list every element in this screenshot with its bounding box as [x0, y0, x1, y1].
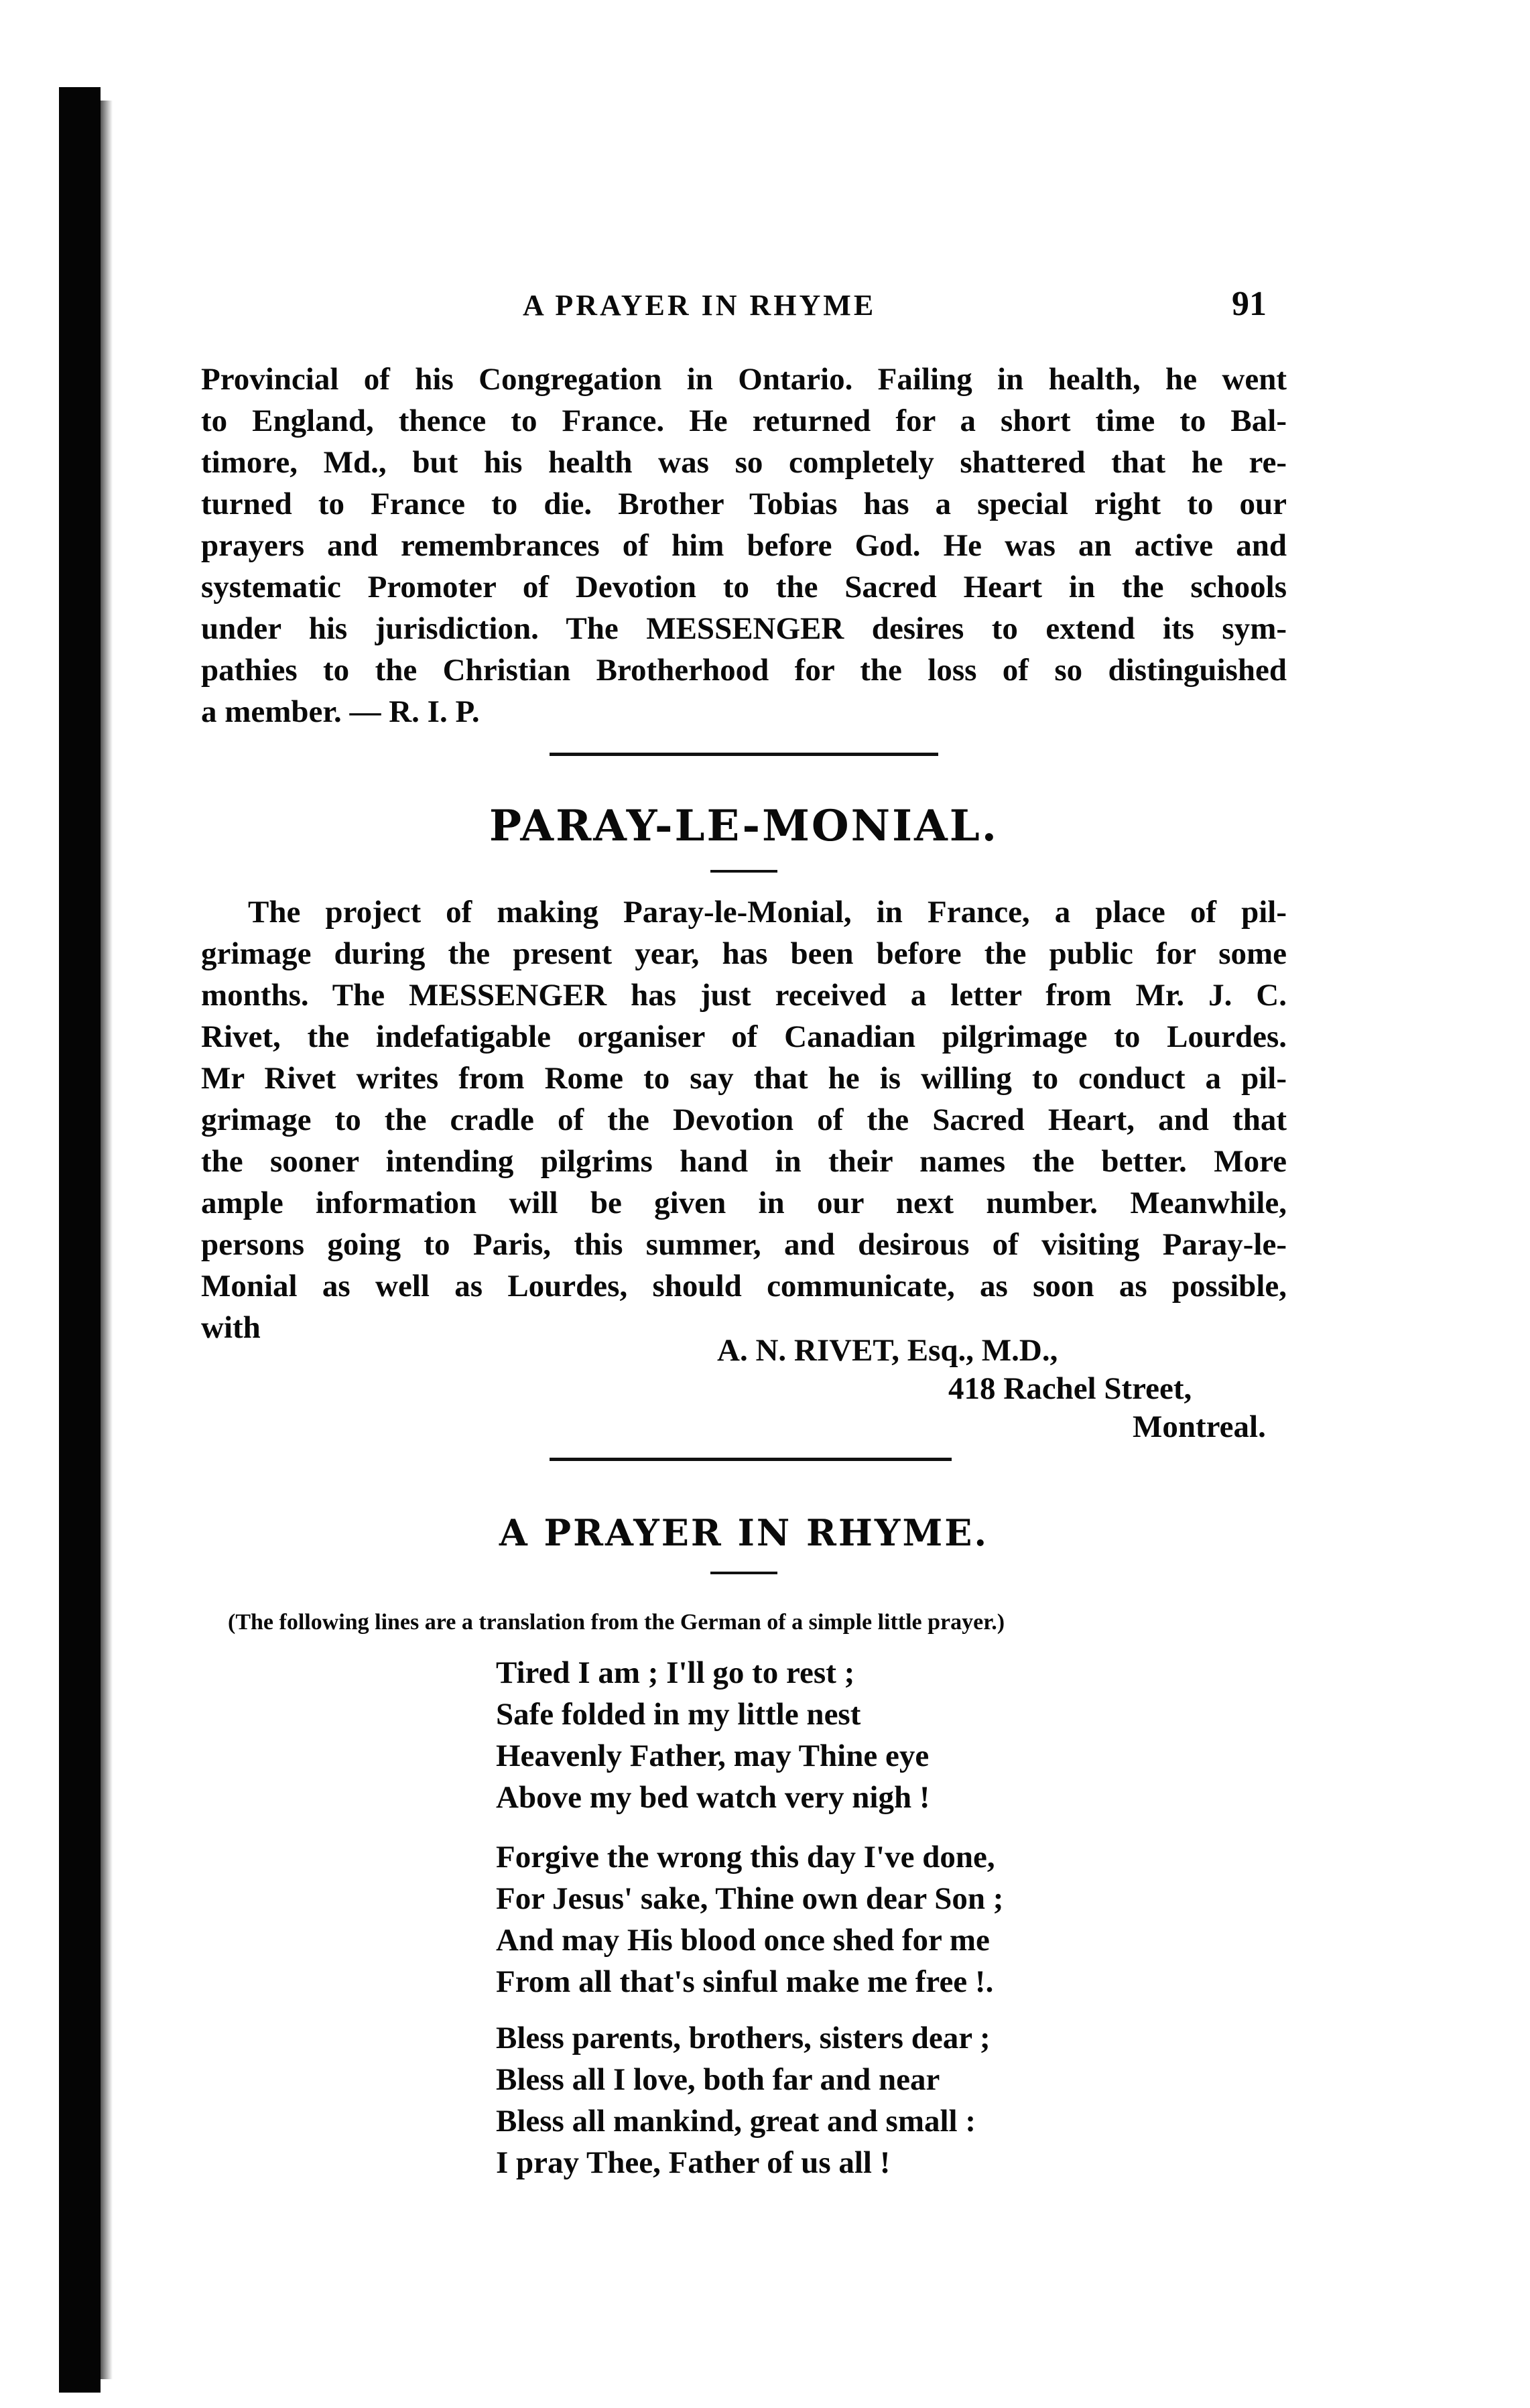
paragraph-line: prayers and remembrances of him before God. He was an active and [201, 528, 1287, 563]
paragraph-line: ample information will be given in our next number. Meanwhile, [201, 1186, 1287, 1220]
paragraph-line: to England, thence to France. He returned for a short time to Bal- [201, 403, 1287, 438]
obituary-paragraph [201, 359, 1287, 733]
section-title-prayer: A PRAYER IN RHYME. [499, 1511, 989, 1554]
paragraph-line: the sooner intending pilgrims hand in their names the better. More [201, 1144, 1287, 1179]
poem-line: From all that's sinful make me free !. [496, 1964, 994, 1999]
page-spine-edge [101, 101, 113, 2379]
poem-line: Above my bed watch very nigh ! [496, 1780, 930, 1815]
paragraph-line: months. The MESSENGER has just received a letter from Mr. J. C. [201, 978, 1287, 1013]
address-name: A. N. RIVET, Esq., M.D., [717, 1333, 1058, 1368]
section-divider [550, 753, 938, 756]
poem-stanza [496, 1652, 930, 1818]
section-divider [550, 1458, 952, 1461]
paragraph-line: pathies to the Christian Brotherhood for the loss of so distinguished [201, 653, 1287, 688]
poem-line: Safe folded in my little nest [496, 1697, 861, 1732]
paragraph-line: a member. — R. I. P. [201, 694, 480, 729]
paray-paragraph [201, 891, 1287, 1348]
poem-line: And may His blood once shed for me [496, 1923, 990, 1958]
address-street: 418 Rachel Street, [948, 1371, 1192, 1406]
paragraph-line: turned to France to die. Brother Tobias has a special right to our [201, 487, 1287, 521]
title-underline [710, 870, 777, 873]
address-city: Montreal. [1133, 1409, 1266, 1444]
poem-line: Bless parents, brothers, sisters dear ; [496, 2021, 991, 2055]
paragraph-line: Provincial of his Congregation in Ontario. Failing in health, he went [201, 362, 1287, 397]
paragraph-line: systematic Promoter of Devotion to the Sacred Heart in the schools [201, 570, 1287, 605]
poem-line: Heavenly Father, may Thine eye [496, 1738, 930, 1773]
page-number: 91 [1232, 285, 1267, 323]
paragraph-line: under his jurisdiction. The MESSENGER desires to extend its sym- [201, 611, 1287, 646]
paragraph-line: Rivet, the indefatigable organiser of Canadian pilgrimage to Lourdes. [201, 1019, 1287, 1054]
page-spine-shadow [59, 87, 101, 2393]
paragraph-line: persons going to Paris, this summer, and desirous of visiting Paray-le- [201, 1227, 1287, 1262]
poem-stanza [496, 1836, 1003, 2003]
paragraph-line: grimage to the cradle of the Devotion of the Sacred Heart, and that [201, 1102, 1287, 1137]
paragraph-line: grimage during the present year, has been before the public for some [201, 936, 1287, 971]
running-head: A PRAYER IN RHYME [523, 289, 877, 322]
poem-stanza [496, 2017, 991, 2183]
poem-introduction: (The following lines are a translation from the German of a simple little prayer.) [228, 1610, 1005, 1635]
poem-line: Bless all mankind, great and small : [496, 2104, 976, 2139]
poem-line: For Jesus' sake, Thine own dear Son ; [496, 1881, 1004, 1916]
poem-line: Tired I am ; I'll go to rest ; [496, 1655, 855, 1690]
paragraph-line: timore, Md., but his health was so completely shattered that he re- [201, 445, 1287, 480]
poem-line: Bless all I love, both far and near [496, 2062, 940, 2097]
poem-line: Forgive the wrong this day I've done, [496, 1840, 995, 1875]
paragraph-line: The project of making Paray-le-Monial, in France, a place of pil- [248, 895, 1287, 930]
title-underline [710, 1572, 777, 1574]
paragraph-line: Mr Rivet writes from Rome to say that he is willing to conduct a pil- [201, 1061, 1287, 1096]
paragraph-line: with [201, 1310, 261, 1345]
page-header [201, 285, 1287, 328]
poem-line: I pray Thee, Father of us all ! [496, 2145, 891, 2180]
paragraph-line: Monial as well as Lourdes, should communicate, as soon as possible, [201, 1269, 1287, 1304]
section-title-paray: PARAY-LE-MONIAL. [489, 801, 999, 851]
